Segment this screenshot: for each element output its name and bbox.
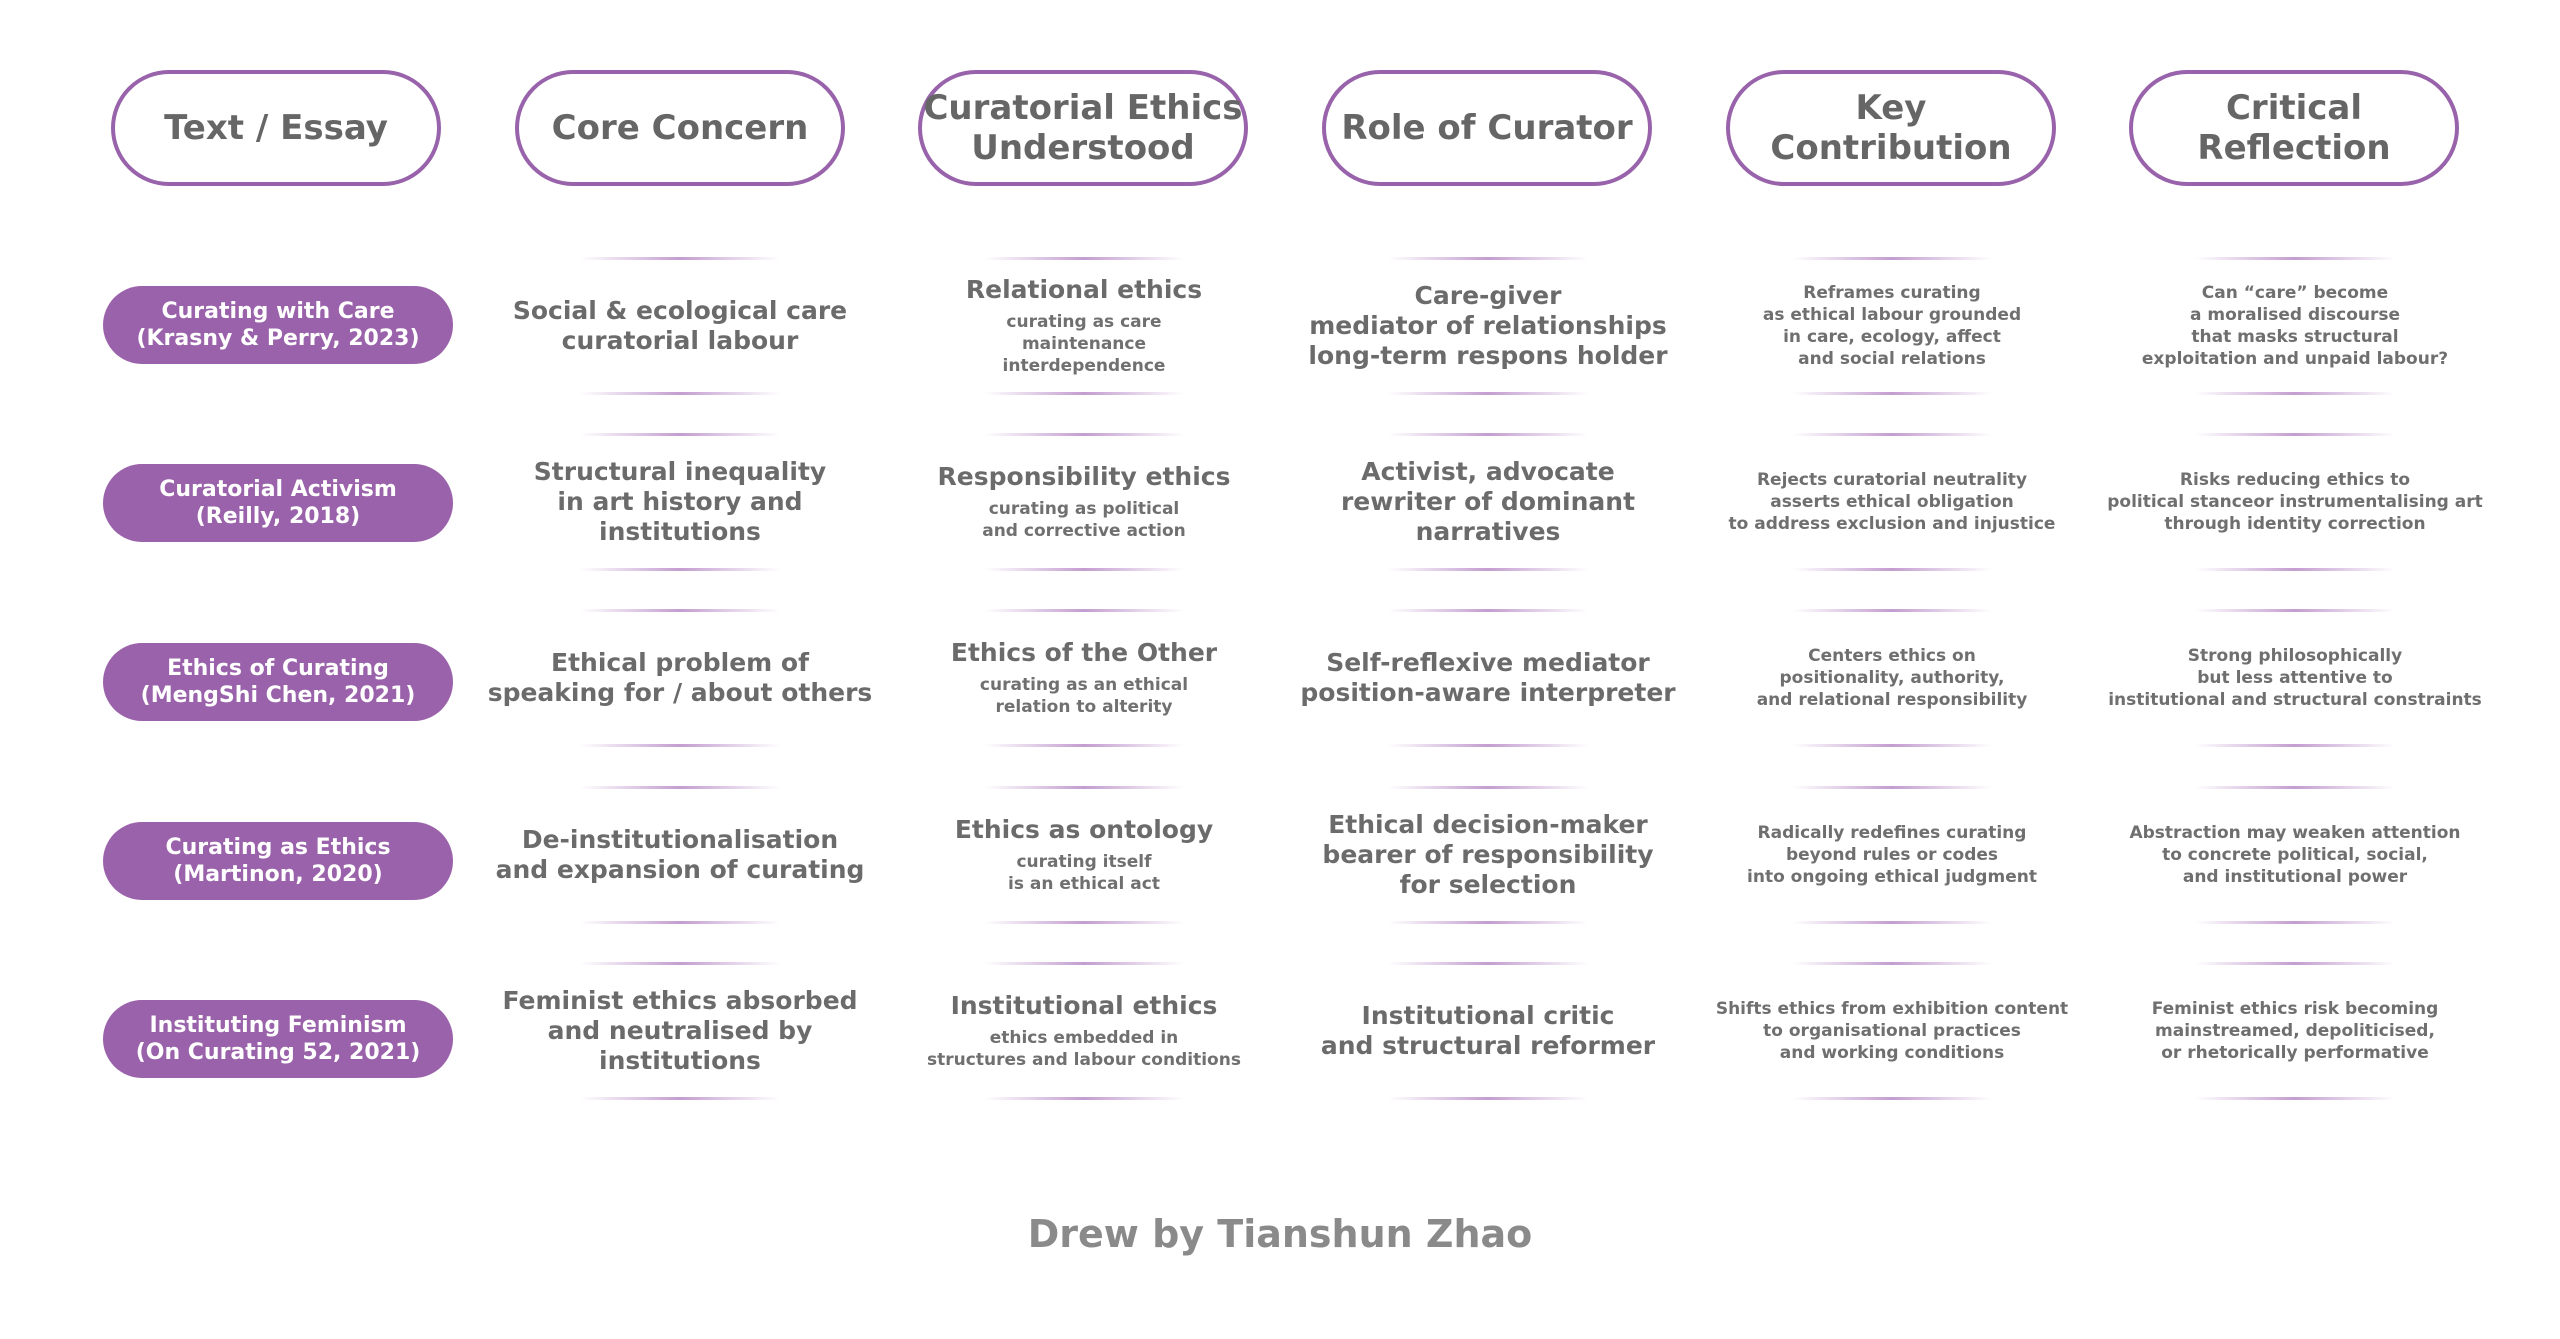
role-text: Institutional critic and structural reformer [1320,1001,1656,1060]
author-credit: Drew by Tianshun Zhao [1027,1212,1533,1256]
row-3-reflection [2097,786,2493,924]
contribution-text: Reframes curating as ethical labour grounded in care, ecology, affect and social relations [1762,283,2022,369]
ethics-subtitle: curating itself is an ethical act [1008,852,1160,894]
row-3-contribution [1694,786,2090,924]
row-0-contribution [1694,257,2090,395]
row-1-core-concern [482,433,878,571]
ethics-title: Relational ethics [965,275,1203,304]
row-0-ethics [886,257,1282,395]
row-0-role [1290,257,1686,395]
reflection-text: Abstraction may weaken attention to concrete political, social, and institutional power [2129,823,2461,887]
reflection-text: Feminist ethics risk becoming mainstreamed, depoliticised, or rhetorically performative [2151,999,2439,1063]
row-2-role [1290,609,1686,747]
core-concern-text: Structural inequality in art history and institutions [533,457,827,546]
ethics-subtitle: curating as an ethical relation to alterity [979,675,1189,717]
row-1-role [1290,433,1686,571]
row-label-curatorial-activism: Curatorial Activism (Reilly, 2018) [103,464,453,542]
row-4-ethics [886,962,1282,1100]
row-1-ethics [886,433,1282,571]
row-label-ethics-of-curating: Ethics of Curating (MengShi Chen, 2021) [103,643,453,721]
row-4-core-concern [482,962,878,1100]
reflection-text: Risks reducing ethics to political stanceor instrumentalising art through identity correction [2107,470,2483,534]
row-2-contribution [1694,609,2090,747]
row-label-curating-with-care: Curating with Care (Krasny & Perry, 2023) [103,286,453,364]
row-4-reflection [2097,962,2493,1100]
core-concern-text: De-institutionalisation and expansion of curating [495,825,865,884]
header-role-of-curator: Role of Curator [1322,70,1652,186]
ethics-title: Ethics as ontology [954,815,1214,844]
row-2-reflection [2097,609,2493,747]
header-critical-reflection: Critical Reflection [2129,70,2459,186]
row-2-ethics [886,609,1282,747]
row-4-contribution [1694,962,2090,1100]
role-text: Activist, advocate rewriter of dominant narratives [1340,457,1636,546]
role-text: Care-giver mediator of relationships long-term respons holder [1308,281,1668,370]
row-0-reflection [2097,257,2493,395]
row-label-curating-as-ethics: Curating as Ethics (Martinon, 2020) [103,822,453,900]
core-concern-text: Ethical problem of speaking for / about others [487,648,873,707]
role-text: Ethical decision-maker bearer of responsibility for selection [1322,810,1654,899]
header-core-concern: Core Concern [515,70,845,186]
reflection-text: Can “care” become a moralised discourse that masks structural exploitation and unpaid labour? [2141,283,2449,369]
row-3-role [1290,786,1686,924]
core-concern-text: Social & ecological care curatorial labour [512,296,848,355]
contribution-text: Rejects curatorial neutrality asserts ethical obligation to address exclusion and injustice [1728,470,2056,534]
row-1-contribution [1694,433,2090,571]
header-text-essay: Text / Essay [111,70,441,186]
ethics-subtitle: curating as care maintenance interdependence [1002,312,1166,376]
role-text: Self-reflexive mediator position-aware interpreter [1300,648,1676,707]
ethics-subtitle: ethics embedded in structures and labour conditions [927,1028,1241,1070]
reflection-text: Strong philosophically but less attentive to institutional and structural constraints [2108,646,2482,710]
row-2-core-concern [482,609,878,747]
row-0-core-concern [482,257,878,395]
core-concern-text: Feminist ethics absorbed and neutralised by institutions [502,986,858,1075]
row-1-reflection [2097,433,2493,571]
contribution-text: Centers ethics on positionality, authority, and relational responsibility [1756,646,2028,710]
ethics-subtitle: curating as political and corrective action [982,499,1186,541]
row-3-core-concern [482,786,878,924]
row-label-instituting-feminism: Instituting Feminism (On Curating 52, 2021) [103,1000,453,1078]
ethics-title: Institutional ethics [950,991,1218,1020]
contribution-text: Shifts ethics from exhibition content to organisational practices and working conditions [1715,999,2069,1063]
row-3-ethics [886,786,1282,924]
contribution-text: Radically redefines curating beyond rules or codes into ongoing ethical judgment [1747,823,2037,887]
header-curatorial-ethics: Curatorial Ethics Understood [918,70,1248,186]
row-4-role [1290,962,1686,1100]
ethics-title: Ethics of the Other [950,638,1218,667]
header-key-contribution: Key Contribution [1726,70,2056,186]
ethics-title: Responsibility ethics [937,462,1231,491]
